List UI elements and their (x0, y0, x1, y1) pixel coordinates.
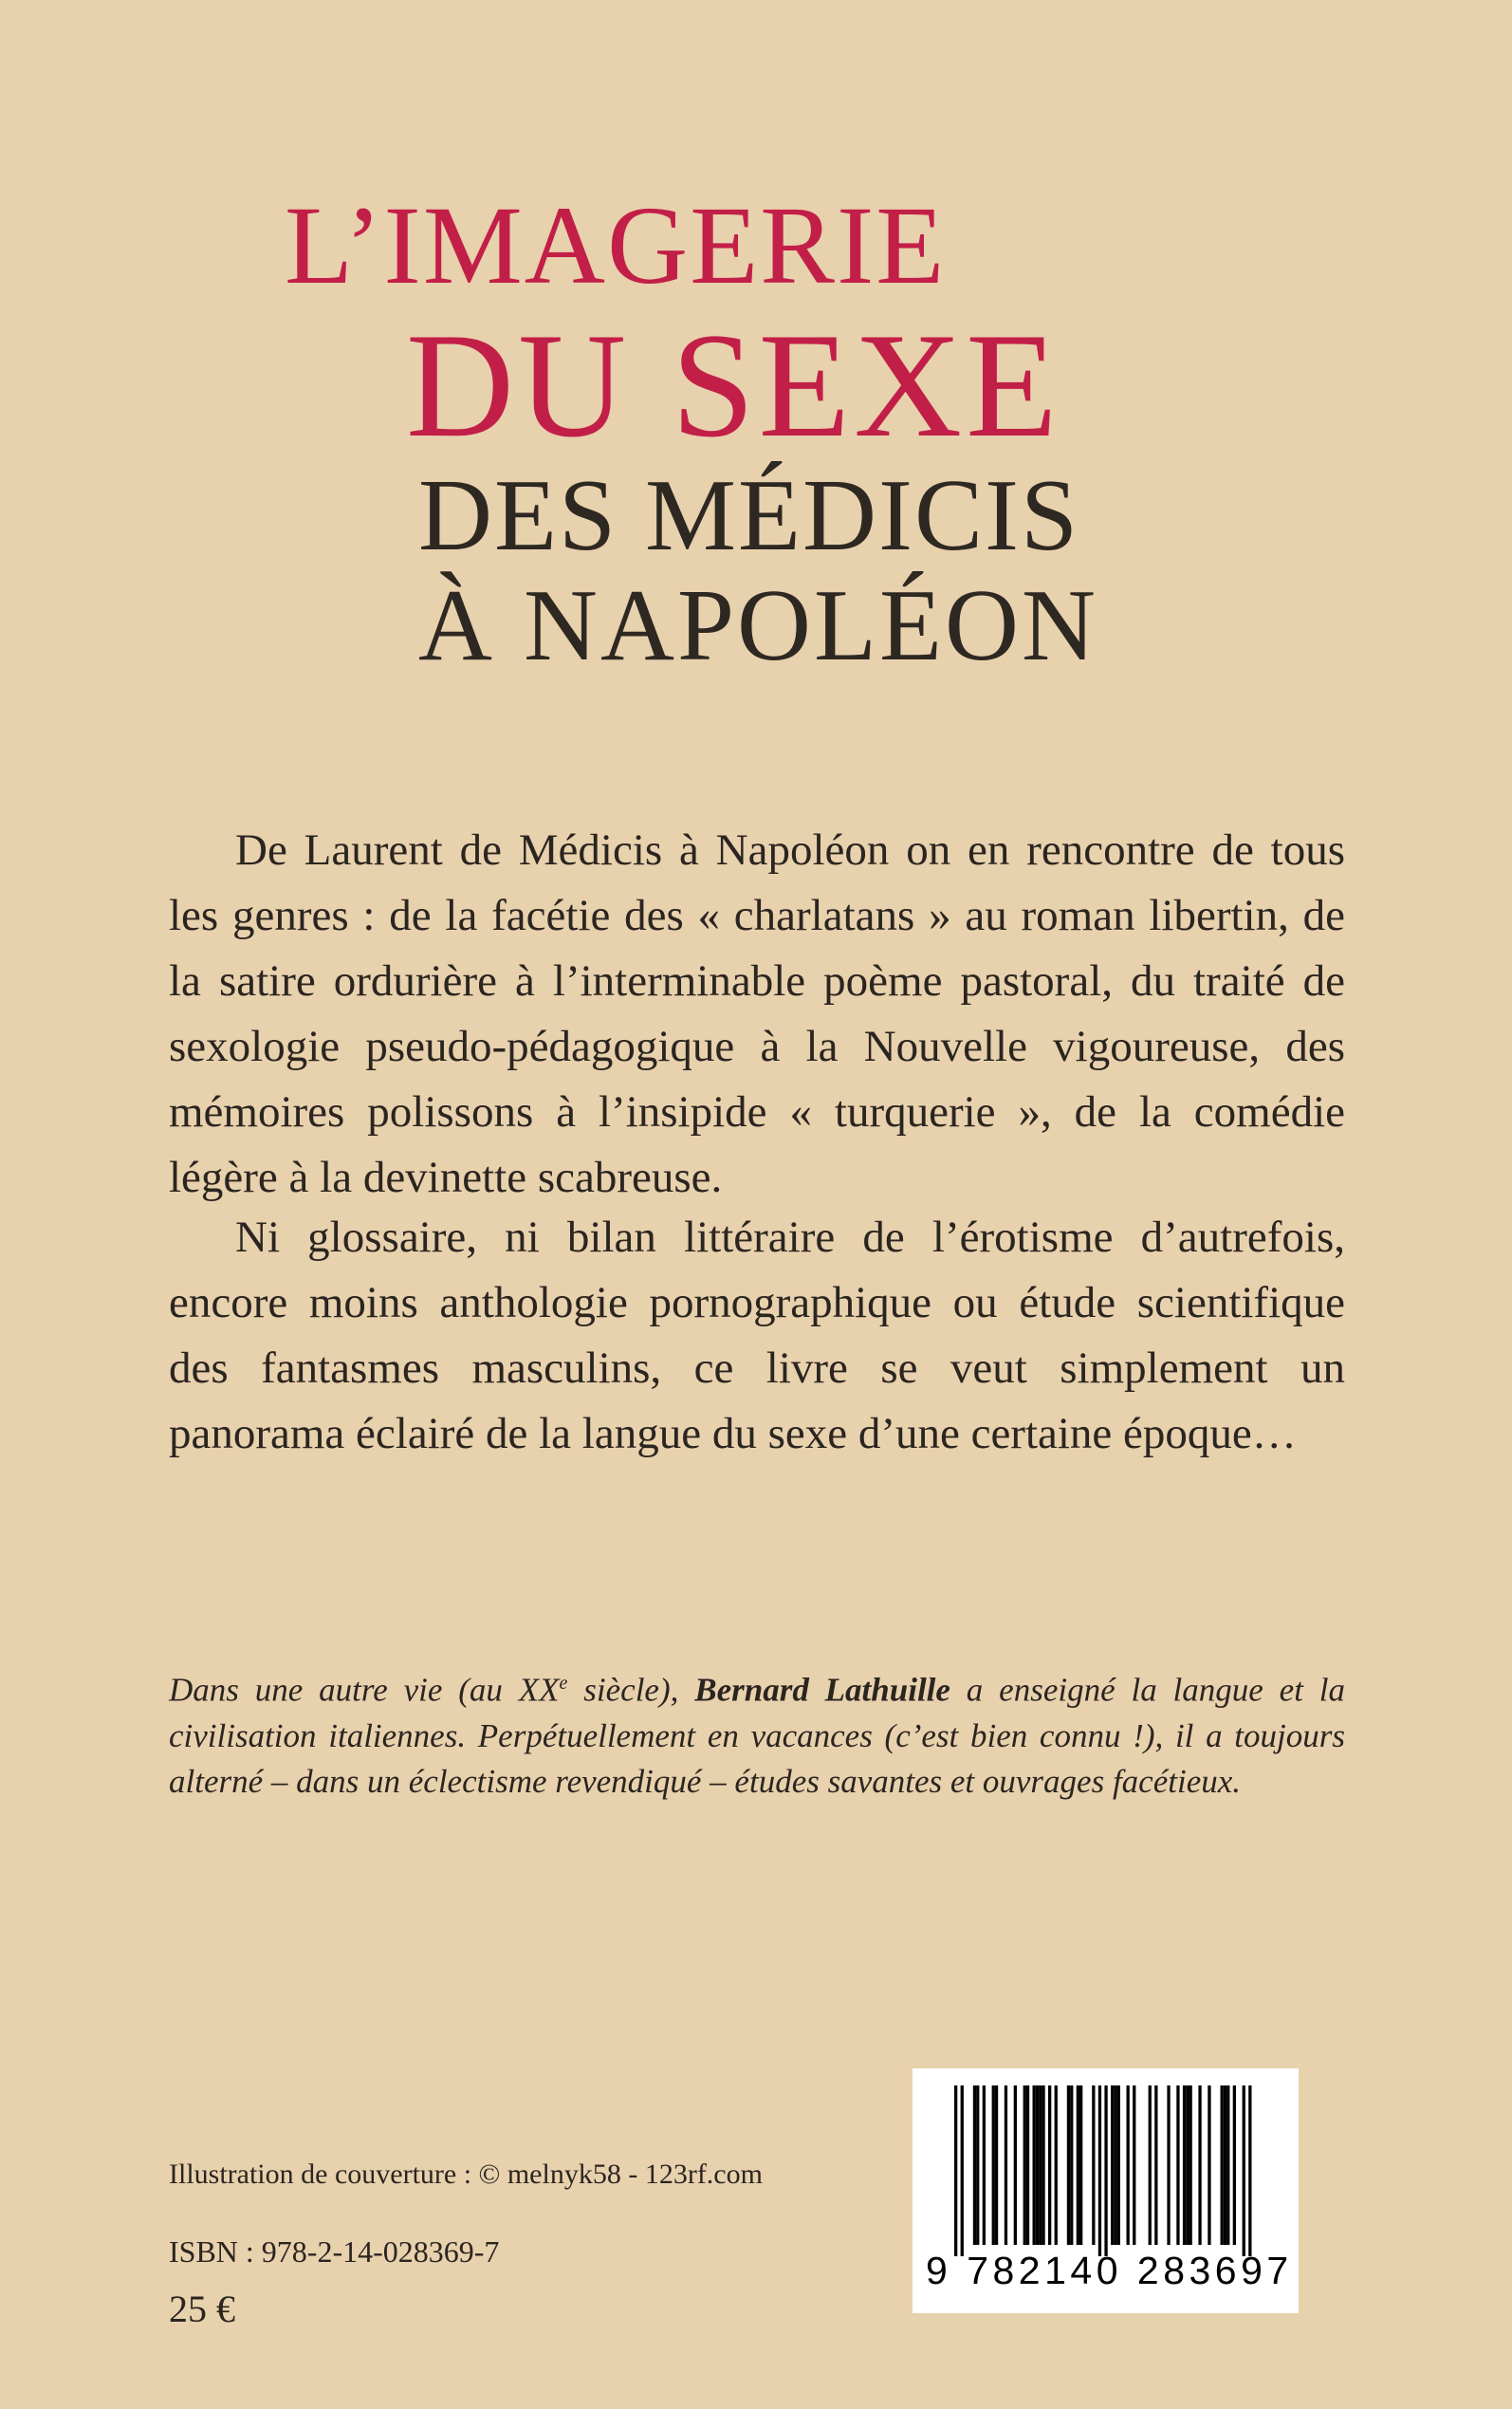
author-name: Bernard Lathuille (694, 1671, 950, 1709)
barcode-bar (1070, 2085, 1073, 2245)
barcode-bar (995, 2085, 998, 2245)
title-line-3: DES MÉDICIS (418, 459, 1080, 572)
barcode-bar (1224, 2085, 1226, 2245)
barcode-bar (1033, 2085, 1036, 2245)
barcode-bar (961, 2085, 964, 2256)
isbn: ISBN : 978-2-14-028369-7 (169, 2234, 500, 2269)
barcode-bar (1055, 2085, 1058, 2245)
barcode-bar (1048, 2085, 1051, 2245)
barcode-bar (1092, 2085, 1095, 2245)
barcode-bar (992, 2085, 995, 2245)
barcode-bar (1005, 2085, 1007, 2245)
barcode-bar (1079, 2085, 1082, 2245)
barcode-bar (1077, 2085, 1079, 2245)
barcode-bar (1176, 2085, 1179, 2245)
bio-superscript: e (559, 1673, 568, 1694)
illustration-credit: Illustration de couverture : © melnyk58 - 123rf.com (169, 2159, 763, 2190)
title-line-2: DU SEXE (406, 303, 1061, 469)
bio-part-3: a enseigné la langue et la civilisation italiennes. Perpétuellement en vacances (c’est bien connu !), il a toujours alterné – dans un éclectisme revendiqué – études savantes et ouvrages facétieux. (169, 1671, 1346, 1800)
title-line-4: À NAPOLÉON (418, 569, 1098, 682)
barcode-bar (1149, 2085, 1152, 2245)
barcode-bar (1114, 2085, 1116, 2245)
barcode-bar (1042, 2085, 1044, 2245)
blurb-text-2: Ni glossaire, ni bilan littéraire de l’érotisme d’autrefois, encore moins anthologie pornographique ou étude scientifique des fantasmes masculins, ce livre se veut simplement un panorama éclairé de la langue du sexe d’une certaine époque… (169, 1213, 1345, 1458)
title-block (0, 183, 1512, 682)
barcode (913, 2068, 1299, 2313)
author-bio-text (169, 1660, 1345, 1805)
barcode-bar (1104, 2085, 1107, 2256)
barcode-bar (1189, 2085, 1192, 2245)
author-bio (169, 1660, 1345, 1805)
barcode-bar (1133, 2085, 1135, 2245)
barcode-bar (1233, 2085, 1236, 2245)
barcode-bar (1183, 2085, 1186, 2245)
blurb-text-1: De Laurent de Médicis à Napoléon on en rencontre de tous les genres : de la facétie des « charlatans » au roman libertin, de la satire ordurière à l’interminable poème pastoral, du traité de sexologie pseudo-pédagogique à la Nouvelle vigoureuse, des mémoires polissons à l’insipide « turquerie », de la comédie légère à la devinette scabreuse. (169, 825, 1345, 1202)
barcode-bars (913, 2068, 1299, 2258)
bio-part-1: Dans une autre vie (au XX (169, 1671, 560, 1709)
barcode-bar (983, 2085, 986, 2245)
bio-part-2: siècle), (567, 1671, 695, 1709)
barcode-bar (1111, 2085, 1114, 2245)
barcode-bar (1226, 2085, 1229, 2245)
barcode-bar (973, 2085, 976, 2245)
barcode-bar (1154, 2085, 1157, 2245)
barcode-bar (1248, 2085, 1251, 2256)
barcode-bar (1221, 2085, 1224, 2245)
barcode-bar (1014, 2085, 1017, 2245)
price: 25 € (169, 2288, 235, 2330)
barcode-bar (954, 2085, 957, 2256)
barcode-bar (976, 2085, 979, 2245)
barcode-bar (1117, 2085, 1120, 2245)
barcode-bar (1067, 2085, 1070, 2245)
barcode-bar (1026, 2085, 1029, 2245)
barcode-digits: 9 782140 283697 (926, 2249, 1293, 2292)
blurb-paragraph-1 (169, 818, 1345, 1211)
blurb-paragraph-2 (169, 1205, 1345, 1467)
barcode-bar (1098, 2085, 1101, 2256)
barcode-bar (1036, 2085, 1039, 2245)
title-line-1: L’IMAGERIE (285, 183, 947, 307)
barcode-bar (1208, 2085, 1210, 2245)
barcode-bar (1186, 2085, 1189, 2245)
barcode-bar (1198, 2085, 1201, 2245)
barcode-bar (1039, 2085, 1042, 2245)
barcode-bar (1243, 2085, 1245, 2256)
barcode-bar (1167, 2085, 1170, 2245)
barcode-bar (1127, 2085, 1130, 2245)
barcode-bar (1023, 2085, 1026, 2245)
